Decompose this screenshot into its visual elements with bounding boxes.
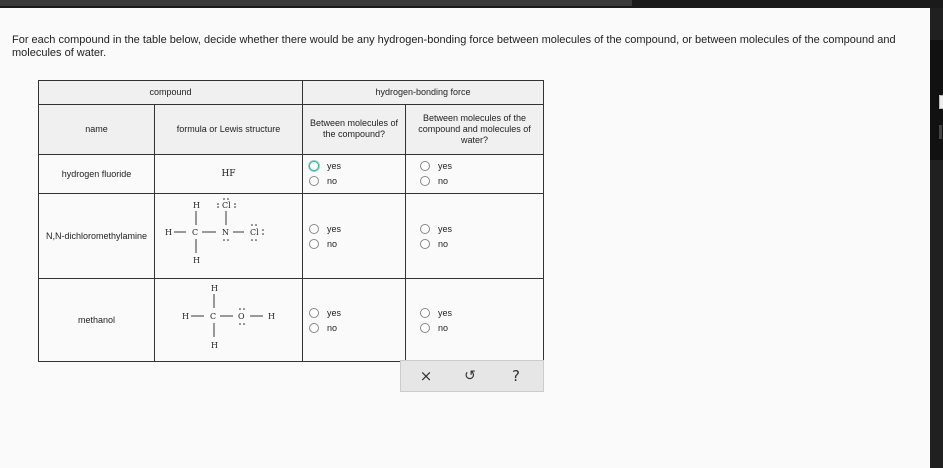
atom-c: C	[209, 312, 216, 322]
option-no[interactable]	[309, 174, 405, 189]
hbond-compound-options	[303, 279, 406, 362]
atom-c: C	[191, 228, 198, 238]
atom-o: O	[237, 312, 245, 322]
header-name: name	[39, 104, 155, 154]
side-panel-handle[interactable]	[939, 95, 943, 109]
top-bar-fill	[0, 0, 632, 6]
compound-name: methanol	[39, 279, 155, 362]
option-yes[interactable]	[420, 305, 543, 320]
formula-text: HF	[221, 169, 236, 180]
compound-name: N,N-dichloromethylamine	[39, 194, 155, 279]
table-row	[39, 154, 544, 194]
option-label: yes	[327, 161, 342, 172]
radio-button[interactable]	[420, 176, 430, 186]
side-panel-marker	[939, 125, 942, 139]
atom-cl-right: Cl	[249, 228, 259, 238]
atom-h-bottom: H	[192, 256, 200, 266]
option-label: yes	[438, 223, 453, 234]
option-yes[interactable]	[420, 159, 543, 174]
option-yes[interactable]	[309, 221, 405, 236]
answer-actions	[400, 360, 544, 392]
option-no[interactable]	[420, 174, 543, 189]
radio-button[interactable]	[420, 224, 430, 234]
option-label: yes	[438, 307, 453, 318]
atom-h-top: H	[192, 201, 200, 211]
header-hydrogen-bonding-force: hydrogen-bonding force	[303, 81, 544, 105]
option-yes[interactable]	[309, 305, 405, 320]
radio-button-selected[interactable]	[309, 161, 319, 171]
radio-button[interactable]	[420, 323, 430, 333]
radio-button[interactable]	[309, 308, 319, 318]
radio-button[interactable]	[309, 176, 319, 186]
option-label: no	[327, 238, 338, 249]
lewis-structure-cell	[155, 279, 303, 362]
option-no[interactable]	[309, 236, 405, 251]
hbond-water-options	[406, 279, 544, 362]
lewis-structure-methanol	[164, 282, 294, 358]
option-label: no	[327, 176, 338, 187]
hbond-compound-options	[303, 194, 406, 279]
option-label: yes	[327, 223, 342, 234]
atom-h-bottom: H	[210, 341, 218, 351]
formula-cell	[155, 154, 303, 194]
option-label: no	[438, 176, 449, 187]
header-between-compound: Between molecules of the compound?	[303, 104, 406, 154]
question-prompt: For each compound in the table below, decide whether there would be any hydrogen-bonding force between molecules of the compound, or between molecules of the compound and molecules of water.	[12, 34, 896, 59]
atom-h-right: H	[267, 312, 275, 322]
option-yes[interactable]	[309, 159, 405, 174]
atom-cl-top: Cl	[221, 201, 231, 211]
radio-button[interactable]	[420, 161, 430, 171]
atom-h-top: H	[210, 284, 218, 294]
help-button[interactable]: ?	[505, 365, 527, 387]
lewis-structure-dichloromethylamine	[164, 197, 294, 275]
hbond-water-options	[406, 154, 544, 194]
option-label: no	[438, 322, 449, 333]
undo-button[interactable]: ↺	[459, 365, 481, 387]
table-row	[39, 279, 544, 362]
option-no[interactable]	[420, 236, 543, 251]
radio-button[interactable]	[420, 308, 430, 318]
option-no[interactable]	[309, 320, 405, 335]
atom-n: N	[221, 228, 229, 238]
top-bar	[0, 0, 943, 8]
atom-h-left: H	[181, 312, 189, 322]
table-row	[39, 194, 544, 279]
header-compound: compound	[39, 81, 303, 105]
header-between-water: Between molecules of the compound and molecules of water?	[406, 104, 544, 154]
radio-button[interactable]	[420, 239, 430, 249]
radio-button[interactable]	[309, 323, 319, 333]
atom-h-left: H	[164, 228, 172, 238]
option-label: no	[438, 238, 449, 249]
option-label: yes	[327, 307, 342, 318]
option-yes[interactable]	[420, 221, 543, 236]
radio-button[interactable]	[309, 224, 319, 234]
compound-name: hydrogen fluoride	[39, 154, 155, 194]
compound-table	[38, 80, 544, 362]
option-label: no	[327, 322, 338, 333]
lewis-structure-cell	[155, 194, 303, 279]
hbond-water-options	[406, 194, 544, 279]
option-no[interactable]	[420, 320, 543, 335]
hbond-compound-options	[303, 154, 406, 194]
radio-button[interactable]	[309, 239, 319, 249]
clear-button[interactable]: ×	[415, 365, 437, 387]
header-formula: formula or Lewis structure	[155, 104, 303, 154]
option-label: yes	[438, 161, 453, 172]
